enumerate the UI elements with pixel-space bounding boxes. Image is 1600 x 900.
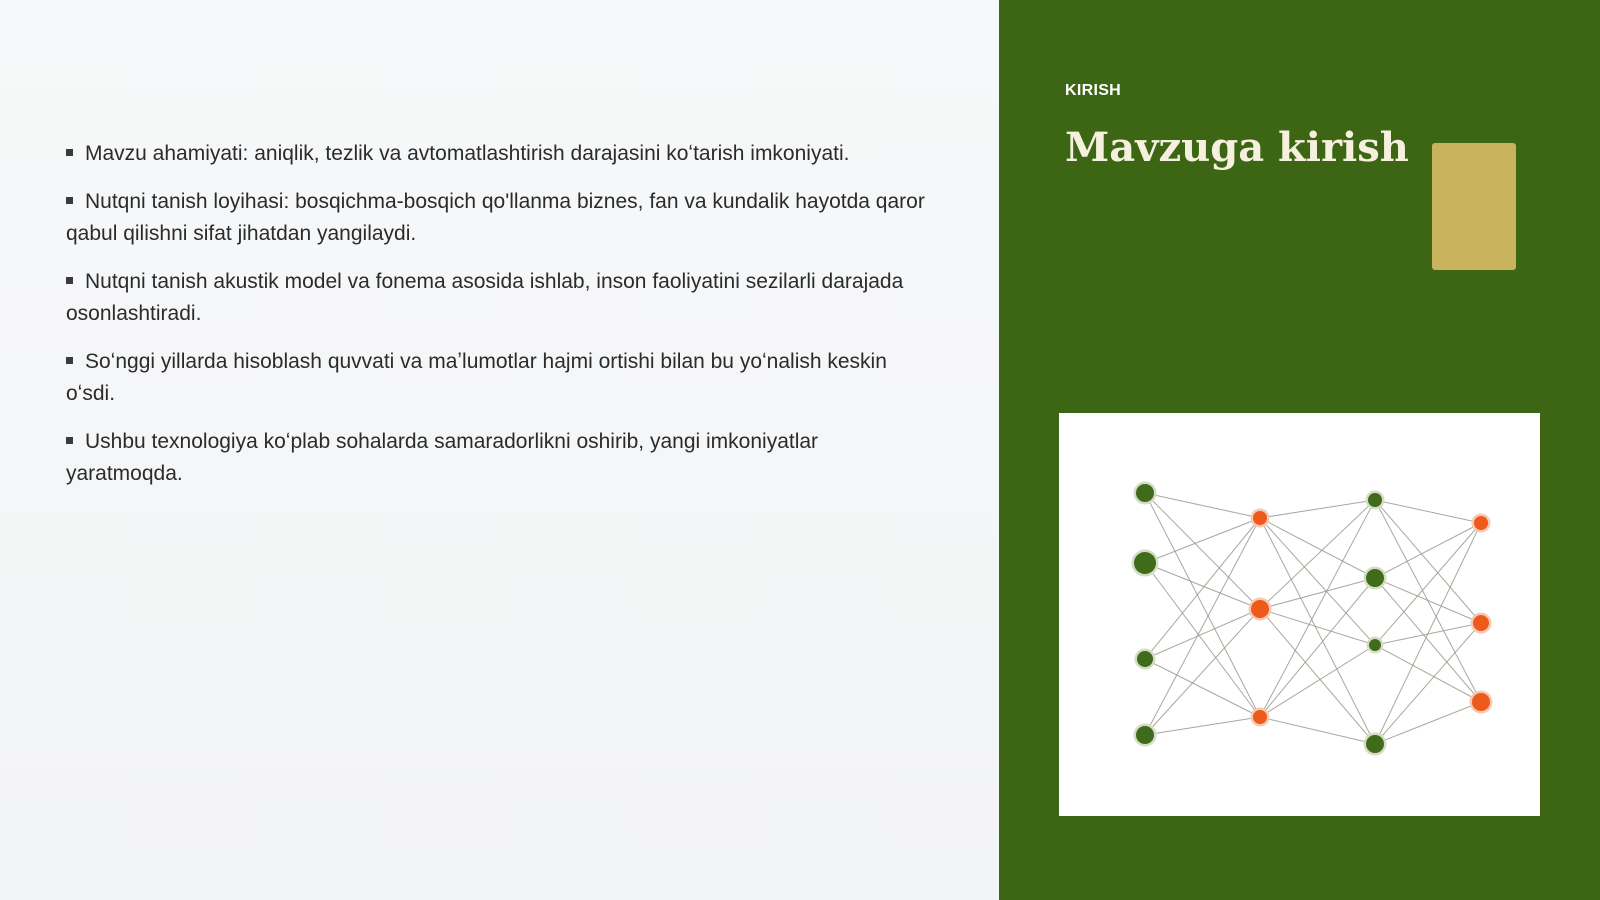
network-edge: [1375, 500, 1481, 523]
network-node: [1253, 710, 1267, 724]
bullet-text: Ushbu texnologiya koʻplab sohalarda samaradorlikni oshirib, yangi imkoniyatlar yaratmoqda.: [66, 430, 819, 485]
network-edge: [1375, 645, 1481, 702]
network-edge: [1145, 518, 1260, 563]
bullet-text: Nutqni tanish loyihasi: bosqichma-bosqich qo'llanma biznes, fan va kundalik hayotda qaror qabul qilishni sifat jihatdan yangilaydi.: [66, 190, 925, 245]
network-node: [1474, 516, 1488, 530]
network-edge: [1260, 518, 1375, 744]
network-edge: [1375, 702, 1481, 744]
network-node: [1136, 726, 1154, 744]
network-edge: [1260, 609, 1375, 744]
network-node: [1136, 484, 1154, 502]
square-bullet-icon: [66, 149, 73, 156]
network-edge: [1375, 523, 1481, 744]
network-edge: [1145, 609, 1260, 659]
square-bullet-icon: [66, 197, 73, 204]
bullet-text: Soʻnggi yillarda hisoblash quvvati va maʼlumotlar hajmi ortishi bilan bu yoʻnalish keskin oʻsdi.: [66, 350, 887, 405]
bullet-text: Nutqni tanish akustik model va fonema asosida ishlab, inson faoliyatini sezilarli darajada osonlashtiradi.: [66, 270, 904, 325]
network-node: [1134, 552, 1156, 574]
network-edge: [1145, 518, 1260, 659]
accent-block: [1432, 143, 1516, 270]
bullet-item: [66, 186, 936, 250]
network-edge: [1145, 493, 1260, 518]
square-bullet-icon: [66, 357, 73, 364]
network-edges: [1145, 493, 1481, 744]
bullet-item: [66, 138, 936, 170]
network-node: [1473, 615, 1489, 631]
bullet-item: [66, 426, 936, 490]
network-edge: [1260, 500, 1375, 518]
network-node: [1137, 651, 1153, 667]
bullet-item: [66, 346, 936, 410]
network-edge: [1375, 500, 1481, 623]
network-edge: [1260, 609, 1375, 645]
network-edge: [1260, 500, 1375, 609]
slide-title: Mavzuga kirish: [1065, 124, 1409, 171]
network-edge: [1145, 493, 1260, 717]
network-node: [1472, 693, 1490, 711]
bullet-text: Mavzu ahamiyati: aniqlik, tezlik va avtomatlashtirish darajasini koʻtarish imkoniyati.: [85, 142, 850, 165]
network-node: [1251, 600, 1269, 618]
network-edge: [1145, 717, 1260, 735]
square-bullet-icon: [66, 277, 73, 284]
network-node: [1368, 493, 1382, 507]
neural-network-figure: [1059, 413, 1540, 816]
network-edge: [1260, 500, 1375, 717]
network-edge: [1260, 717, 1375, 744]
title-panel: [999, 0, 1600, 900]
bullet-item: [66, 266, 936, 330]
network-node: [1366, 569, 1384, 587]
bullet-list: [66, 138, 936, 506]
network-node: [1366, 735, 1384, 753]
section-kicker: KIRISH: [1065, 82, 1122, 99]
network-edge: [1260, 645, 1375, 717]
network-edge: [1145, 659, 1260, 717]
neural-network-diagram-icon: [1059, 413, 1540, 816]
network-edge: [1260, 518, 1375, 645]
network-edge: [1260, 578, 1375, 717]
square-bullet-icon: [66, 437, 73, 444]
network-node: [1253, 511, 1267, 525]
network-node: [1369, 639, 1381, 651]
network-edge: [1145, 609, 1260, 735]
network-edge: [1260, 578, 1375, 609]
network-edge: [1260, 518, 1375, 578]
